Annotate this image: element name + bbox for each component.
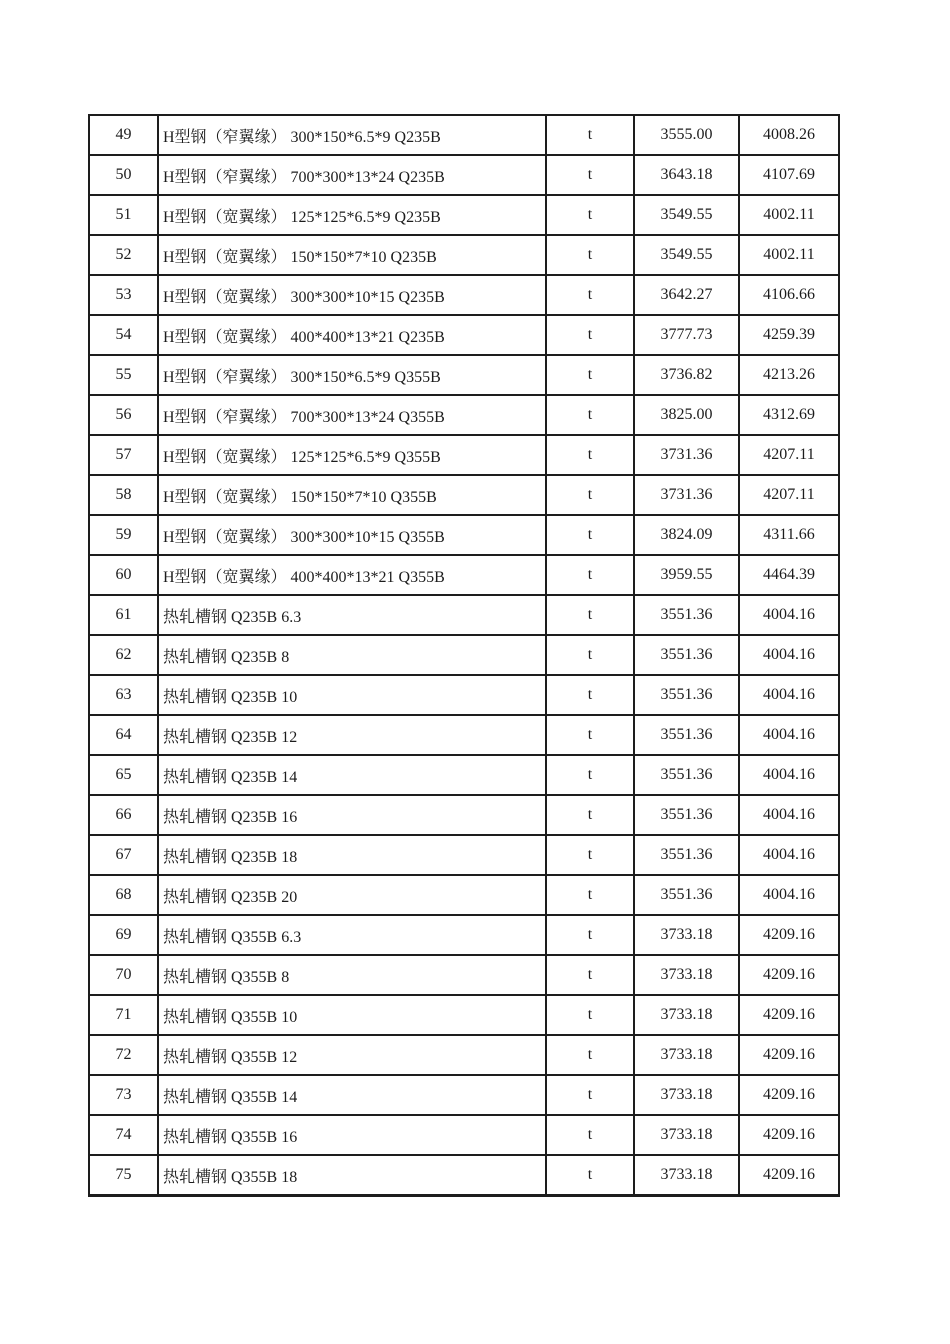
price-excl-tax-cell: 3551.36: [634, 835, 739, 875]
row-number-cell: 54: [89, 315, 158, 355]
price-incl-tax-cell: 4004.16: [739, 675, 839, 715]
table-row: [89, 435, 839, 475]
unit-cell: t: [546, 795, 634, 835]
price-incl-tax-cell: 4209.16: [739, 1155, 839, 1196]
row-number-cell: 57: [89, 435, 158, 475]
unit-cell: t: [546, 195, 634, 235]
unit-cell: t: [546, 235, 634, 275]
table-row: [89, 715, 839, 755]
row-number-cell: 67: [89, 835, 158, 875]
unit-cell: t: [546, 155, 634, 195]
price-excl-tax-cell: 3555.00: [634, 115, 739, 155]
table-row: [89, 955, 839, 995]
row-number-cell: 49: [89, 115, 158, 155]
table-row: [89, 875, 839, 915]
price-excl-tax-cell: 3551.36: [634, 755, 739, 795]
unit-cell: t: [546, 275, 634, 315]
table-row: [89, 1035, 839, 1075]
price-incl-tax-cell: 4213.26: [739, 355, 839, 395]
item-name-cell: H型钢（宽翼缘） 125*125*6.5*9 Q355B: [158, 435, 546, 475]
unit-cell: t: [546, 595, 634, 635]
item-name-cell: H型钢（宽翼缘） 300*300*10*15 Q355B: [158, 515, 546, 555]
row-number-cell: 70: [89, 955, 158, 995]
item-name-cell: 热轧槽钢 Q355B 16: [158, 1115, 546, 1155]
table-row: [89, 1075, 839, 1115]
unit-cell: t: [546, 355, 634, 395]
item-name-cell: 热轧槽钢 Q235B 10: [158, 675, 546, 715]
item-name-cell: H型钢（宽翼缘） 150*150*7*10 Q355B: [158, 475, 546, 515]
price-excl-tax-cell: 3733.18: [634, 915, 739, 955]
table-row: [89, 395, 839, 435]
item-name-cell: H型钢（宽翼缘） 400*400*13*21 Q235B: [158, 315, 546, 355]
unit-cell: t: [546, 835, 634, 875]
price-incl-tax-cell: 4209.16: [739, 915, 839, 955]
item-name-cell: 热轧槽钢 Q235B 12: [158, 715, 546, 755]
table-row: [89, 915, 839, 955]
row-number-cell: 65: [89, 755, 158, 795]
item-name-cell: 热轧槽钢 Q355B 12: [158, 1035, 546, 1075]
steel-price-table: [88, 114, 840, 1197]
table-row: [89, 1115, 839, 1155]
unit-cell: t: [546, 395, 634, 435]
row-number-cell: 68: [89, 875, 158, 915]
table-row: [89, 755, 839, 795]
table-row: [89, 555, 839, 595]
unit-cell: t: [546, 1035, 634, 1075]
item-name-cell: H型钢（宽翼缘） 300*300*10*15 Q235B: [158, 275, 546, 315]
item-name-cell: 热轧槽钢 Q355B 14: [158, 1075, 546, 1115]
unit-cell: t: [546, 955, 634, 995]
price-incl-tax-cell: 4209.16: [739, 1075, 839, 1115]
price-incl-tax-cell: 4002.11: [739, 195, 839, 235]
table-row: [89, 315, 839, 355]
item-name-cell: H型钢（宽翼缘） 400*400*13*21 Q355B: [158, 555, 546, 595]
table-row: [89, 195, 839, 235]
price-excl-tax-cell: 3642.27: [634, 275, 739, 315]
price-excl-tax-cell: 3551.36: [634, 595, 739, 635]
price-excl-tax-cell: 3959.55: [634, 555, 739, 595]
unit-cell: t: [546, 635, 634, 675]
table-row: [89, 475, 839, 515]
price-excl-tax-cell: 3777.73: [634, 315, 739, 355]
table-row: [89, 155, 839, 195]
table-row: [89, 675, 839, 715]
row-number-cell: 51: [89, 195, 158, 235]
price-incl-tax-cell: 4464.39: [739, 555, 839, 595]
item-name-cell: H型钢（窄翼缘） 700*300*13*24 Q235B: [158, 155, 546, 195]
unit-cell: t: [546, 715, 634, 755]
table-row: [89, 835, 839, 875]
unit-cell: t: [546, 755, 634, 795]
price-excl-tax-cell: 3549.55: [634, 195, 739, 235]
item-name-cell: H型钢（窄翼缘） 300*150*6.5*9 Q235B: [158, 115, 546, 155]
row-number-cell: 60: [89, 555, 158, 595]
unit-cell: t: [546, 515, 634, 555]
price-incl-tax-cell: 4207.11: [739, 435, 839, 475]
price-excl-tax-cell: 3825.00: [634, 395, 739, 435]
row-number-cell: 62: [89, 635, 158, 675]
price-incl-tax-cell: 4107.69: [739, 155, 839, 195]
item-name-cell: 热轧槽钢 Q235B 6.3: [158, 595, 546, 635]
unit-cell: t: [546, 1075, 634, 1115]
price-incl-tax-cell: 4004.16: [739, 595, 839, 635]
price-excl-tax-cell: 3551.36: [634, 795, 739, 835]
row-number-cell: 75: [89, 1155, 158, 1196]
unit-cell: t: [546, 875, 634, 915]
row-number-cell: 59: [89, 515, 158, 555]
price-incl-tax-cell: 4004.16: [739, 795, 839, 835]
table-row: [89, 635, 839, 675]
price-incl-tax-cell: 4004.16: [739, 875, 839, 915]
unit-cell: t: [546, 555, 634, 595]
price-excl-tax-cell: 3736.82: [634, 355, 739, 395]
price-excl-tax-cell: 3551.36: [634, 875, 739, 915]
table-row: [89, 275, 839, 315]
price-incl-tax-cell: 4312.69: [739, 395, 839, 435]
price-excl-tax-cell: 3549.55: [634, 235, 739, 275]
unit-cell: t: [546, 915, 634, 955]
price-excl-tax-cell: 3733.18: [634, 1115, 739, 1155]
price-excl-tax-cell: 3733.18: [634, 1035, 739, 1075]
price-excl-tax-cell: 3551.36: [634, 675, 739, 715]
unit-cell: t: [546, 435, 634, 475]
row-number-cell: 50: [89, 155, 158, 195]
row-number-cell: 55: [89, 355, 158, 395]
price-incl-tax-cell: 4209.16: [739, 1035, 839, 1075]
row-number-cell: 66: [89, 795, 158, 835]
unit-cell: t: [546, 315, 634, 355]
price-incl-tax-cell: 4311.66: [739, 515, 839, 555]
price-excl-tax-cell: 3731.36: [634, 435, 739, 475]
unit-cell: t: [546, 115, 634, 155]
table-row: [89, 995, 839, 1035]
unit-cell: t: [546, 1115, 634, 1155]
price-incl-tax-cell: 4002.11: [739, 235, 839, 275]
item-name-cell: 热轧槽钢 Q355B 10: [158, 995, 546, 1035]
item-name-cell: 热轧槽钢 Q235B 14: [158, 755, 546, 795]
price-incl-tax-cell: 4209.16: [739, 995, 839, 1035]
price-incl-tax-cell: 4106.66: [739, 275, 839, 315]
row-number-cell: 53: [89, 275, 158, 315]
table-row: [89, 515, 839, 555]
row-number-cell: 71: [89, 995, 158, 1035]
item-name-cell: H型钢（窄翼缘） 700*300*13*24 Q355B: [158, 395, 546, 435]
row-number-cell: 56: [89, 395, 158, 435]
price-excl-tax-cell: 3731.36: [634, 475, 739, 515]
row-number-cell: 61: [89, 595, 158, 635]
table-row: [89, 355, 839, 395]
price-incl-tax-cell: 4008.26: [739, 115, 839, 155]
price-excl-tax-cell: 3643.18: [634, 155, 739, 195]
table-row: [89, 235, 839, 275]
item-name-cell: 热轧槽钢 Q235B 20: [158, 875, 546, 915]
price-incl-tax-cell: 4004.16: [739, 835, 839, 875]
price-excl-tax-cell: 3551.36: [634, 715, 739, 755]
row-number-cell: 63: [89, 675, 158, 715]
unit-cell: t: [546, 1155, 634, 1196]
item-name-cell: 热轧槽钢 Q235B 18: [158, 835, 546, 875]
row-number-cell: 69: [89, 915, 158, 955]
price-excl-tax-cell: 3551.36: [634, 635, 739, 675]
item-name-cell: 热轧槽钢 Q235B 16: [158, 795, 546, 835]
price-excl-tax-cell: 3824.09: [634, 515, 739, 555]
table-row: [89, 115, 839, 155]
row-number-cell: 72: [89, 1035, 158, 1075]
price-incl-tax-cell: 4004.16: [739, 635, 839, 675]
price-incl-tax-cell: 4209.16: [739, 1115, 839, 1155]
table-row: [89, 1155, 839, 1196]
unit-cell: t: [546, 475, 634, 515]
price-excl-tax-cell: 3733.18: [634, 1075, 739, 1115]
item-name-cell: H型钢（窄翼缘） 300*150*6.5*9 Q355B: [158, 355, 546, 395]
row-number-cell: 58: [89, 475, 158, 515]
price-excl-tax-cell: 3733.18: [634, 995, 739, 1035]
price-incl-tax-cell: 4004.16: [739, 755, 839, 795]
item-name-cell: H型钢（宽翼缘） 150*150*7*10 Q235B: [158, 235, 546, 275]
table-row: [89, 595, 839, 635]
price-incl-tax-cell: 4207.11: [739, 475, 839, 515]
price-incl-tax-cell: 4259.39: [739, 315, 839, 355]
unit-cell: t: [546, 995, 634, 1035]
item-name-cell: H型钢（宽翼缘） 125*125*6.5*9 Q235B: [158, 195, 546, 235]
price-incl-tax-cell: 4004.16: [739, 715, 839, 755]
price-excl-tax-cell: 3733.18: [634, 955, 739, 995]
price-incl-tax-cell: 4209.16: [739, 955, 839, 995]
price-excl-tax-cell: 3733.18: [634, 1155, 739, 1196]
item-name-cell: 热轧槽钢 Q355B 6.3: [158, 915, 546, 955]
item-name-cell: 热轧槽钢 Q355B 18: [158, 1155, 546, 1196]
row-number-cell: 52: [89, 235, 158, 275]
item-name-cell: 热轧槽钢 Q355B 8: [158, 955, 546, 995]
table-row: [89, 795, 839, 835]
unit-cell: t: [546, 675, 634, 715]
row-number-cell: 74: [89, 1115, 158, 1155]
row-number-cell: 73: [89, 1075, 158, 1115]
row-number-cell: 64: [89, 715, 158, 755]
item-name-cell: 热轧槽钢 Q235B 8: [158, 635, 546, 675]
table-body: [89, 115, 839, 1196]
